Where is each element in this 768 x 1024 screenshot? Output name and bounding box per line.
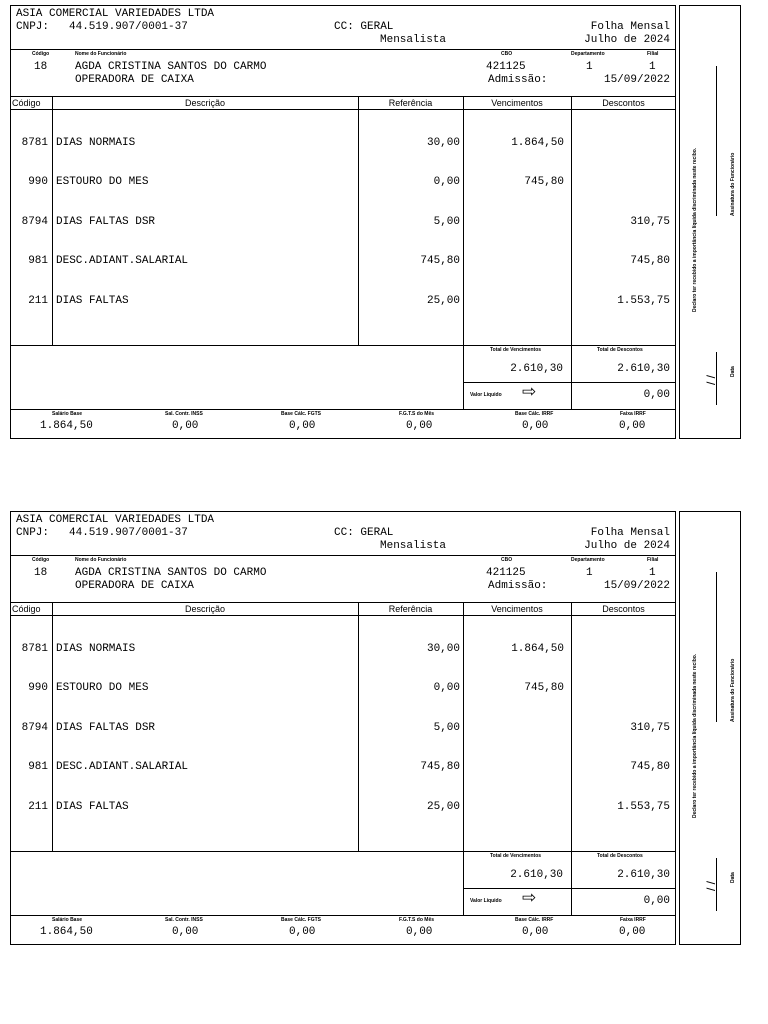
divider	[10, 49, 676, 50]
divider	[10, 602, 676, 603]
cnpj-value: 44.519.907/0001-37	[69, 21, 188, 33]
total-earnings: 2.610,30	[510, 363, 563, 375]
divider	[463, 888, 676, 889]
payment-type: Mensalista	[380, 540, 447, 552]
employee-branch: 1	[649, 567, 656, 579]
employee-cbo: 421125	[486, 567, 526, 579]
row-description: DESC.ADIANT.SALARIAL	[56, 761, 189, 774]
row-reference: 5,00	[433, 721, 460, 734]
row-earning	[465, 295, 564, 308]
row-code: 990	[28, 682, 48, 695]
col-codes	[10, 111, 48, 334]
base-label-salary: Salário Base	[52, 411, 83, 417]
branch-label: Filial	[647, 557, 659, 563]
row-code: 8781	[21, 643, 48, 655]
employee-department: 1	[586, 567, 593, 579]
cbo-label: CBO	[501, 51, 513, 57]
divider	[10, 555, 676, 556]
base-label-fgts: Base Cálc. FGTS	[281, 917, 322, 923]
header-description: Descrição	[184, 604, 225, 614]
base-value-fgts: 0,00	[289, 926, 316, 938]
department-label: Departamento	[571, 51, 605, 57]
cost-center: CC: GERAL	[334, 21, 394, 33]
row-earning: 745,80	[524, 682, 564, 695]
row-description: DIAS NORMAIS	[56, 137, 136, 149]
row-code: 981	[28, 761, 48, 774]
column-divider	[52, 602, 53, 851]
cnpj-value: 44.519.907/0001-37	[69, 527, 188, 539]
row-code: 211	[28, 800, 48, 813]
col-codes	[10, 617, 48, 840]
base-value-fgts-month: 0,00	[406, 420, 433, 432]
header-code: Código	[12, 98, 41, 108]
base-label-fgts: Base Cálc. FGTS	[281, 411, 322, 417]
base-label-irrf-range: Faixa IRRF	[620, 917, 646, 923]
company-name: ASIA COMERCIAL VARIEDADES LTDA	[16, 8, 215, 20]
divider	[10, 345, 676, 346]
row-earning	[465, 255, 564, 268]
divider	[10, 915, 676, 916]
date-mark: / /	[704, 374, 718, 385]
employee-name-label: Nome do Funcionário	[75, 51, 127, 57]
col-deductions	[573, 617, 670, 840]
row-code: 990	[28, 176, 48, 189]
arrow-right-icon: ⇨	[522, 382, 537, 402]
row-reference: 25,00	[426, 800, 460, 813]
employee-code: 18	[34, 61, 48, 73]
period: Julho de 2024	[584, 34, 670, 46]
row-deduction: 310,75	[630, 721, 670, 734]
col-references	[360, 617, 460, 840]
row-earning: 745,80	[524, 176, 564, 189]
base-label-inss: Sal. Contr. INSS	[165, 411, 203, 417]
row-description: DIAS FALTAS DSR	[56, 721, 156, 734]
employee-code-label: Código	[32, 557, 50, 563]
base-value-salary: 1.864,50	[40, 420, 93, 432]
base-value-irrf: 0,00	[522, 926, 549, 938]
row-code: 211	[28, 294, 48, 307]
divider	[10, 109, 676, 110]
total-earnings: 2.610,30	[510, 869, 563, 881]
row-deduction	[573, 137, 670, 150]
sheet-type: Folha Mensal	[590, 527, 670, 539]
base-value-irrf: 0,00	[522, 420, 549, 432]
col-descriptions	[56, 111, 356, 334]
divider	[10, 409, 676, 410]
header-description: Descrição	[184, 98, 225, 108]
receipt-declaration: Declaro ter recebido a importância líquida discriminada neste recibo.	[692, 147, 698, 312]
total-earnings-label: Total de Vencimentos	[490, 347, 542, 353]
signature-label: Assinatura do Funcionário	[730, 152, 736, 216]
row-description: DIAS FALTAS	[56, 294, 129, 307]
base-value-fgts: 0,00	[289, 420, 316, 432]
row-description: DIAS FALTAS DSR	[56, 215, 156, 228]
payslip-copy-1	[0, 0, 768, 440]
base-value-irrf-range: 0,00	[619, 926, 646, 938]
payslip-copy-2	[0, 506, 768, 946]
row-deduction: 745,80	[630, 761, 670, 774]
payment-type: Mensalista	[380, 34, 447, 46]
period: Julho de 2024	[584, 540, 670, 552]
row-deduction	[573, 643, 670, 656]
col-earnings	[465, 111, 564, 334]
row-reference: 30,00	[426, 643, 460, 655]
net-value: 0,00	[643, 389, 670, 401]
row-code: 8794	[21, 215, 48, 228]
employee-name-label: Nome do Funcionário	[75, 557, 127, 563]
admission-label: Admissão:	[488, 580, 548, 592]
row-description: DESC.ADIANT.SALARIAL	[56, 255, 189, 268]
total-deductions: 2.610,30	[617, 869, 670, 881]
row-reference: 0,00	[433, 682, 460, 695]
arrow-right-icon: ⇨	[522, 888, 537, 908]
employee-code-label: Código	[32, 51, 50, 57]
company-name: ASIA COMERCIAL VARIEDADES LTDA	[16, 514, 215, 526]
row-earning	[465, 722, 564, 735]
employee-name: AGDA CRISTINA SANTOS DO CARMO	[75, 61, 267, 73]
cnpj-label: CNPJ:	[16, 21, 50, 33]
admission-label: Admissão:	[488, 74, 548, 86]
header-reference: Referência	[388, 604, 433, 614]
base-label-irrf-range: Faixa IRRF	[620, 411, 646, 417]
row-deduction: 745,80	[630, 255, 670, 268]
cnpj-label: CNPJ:	[16, 527, 50, 539]
employee-role: OPERADORA DE CAIXA	[75, 74, 194, 86]
employee-department: 1	[586, 61, 593, 73]
row-code: 8781	[21, 137, 48, 149]
divider	[463, 382, 676, 383]
date-mark: / /	[704, 880, 718, 891]
row-description: DIAS NORMAIS	[56, 643, 136, 655]
employee-code: 18	[34, 567, 48, 579]
row-earning	[465, 216, 564, 229]
base-label-salary: Salário Base	[52, 917, 83, 923]
employee-branch: 1	[649, 61, 656, 73]
column-divider	[571, 96, 572, 410]
header-deductions: Descontos	[602, 604, 645, 614]
employee-name: AGDA CRISTINA SANTOS DO CARMO	[75, 567, 267, 579]
header-earnings: Vencimentos	[491, 98, 543, 108]
total-deductions: 2.610,30	[617, 363, 670, 375]
row-description: ESTOURO DO MES	[56, 682, 149, 695]
column-divider	[463, 96, 464, 410]
row-reference: 5,00	[433, 215, 460, 228]
department-label: Departamento	[571, 557, 605, 563]
date-label: Data	[730, 872, 736, 883]
column-divider	[358, 96, 359, 345]
col-descriptions	[56, 617, 356, 840]
admission-date: 15/09/2022	[603, 580, 670, 592]
signature-line	[716, 572, 717, 722]
row-earning	[465, 761, 564, 774]
base-value-irrf-range: 0,00	[619, 420, 646, 432]
admission-date: 15/09/2022	[603, 74, 670, 86]
base-value-inss: 0,00	[172, 420, 199, 432]
date-label: Data	[730, 366, 736, 377]
row-earning: 1.864,50	[511, 137, 564, 149]
base-value-inss: 0,00	[172, 926, 199, 938]
header-deductions: Descontos	[602, 98, 645, 108]
base-label-fgts-month: F.G.T.S do Mês	[399, 917, 435, 923]
row-deduction	[573, 682, 670, 695]
row-description: DIAS FALTAS	[56, 800, 129, 813]
cbo-label: CBO	[501, 557, 513, 563]
row-deduction: 1.553,75	[617, 294, 670, 307]
row-description: ESTOURO DO MES	[56, 176, 149, 189]
row-code: 8794	[21, 721, 48, 734]
row-deduction: 310,75	[630, 215, 670, 228]
divider	[10, 96, 676, 97]
col-references	[360, 111, 460, 334]
row-earning	[465, 801, 564, 814]
row-deduction	[573, 176, 670, 189]
total-deductions-label: Total de Descontos	[597, 347, 643, 353]
col-earnings	[465, 617, 564, 840]
column-divider	[571, 602, 572, 916]
base-label-fgts-month: F.G.T.S do Mês	[399, 411, 435, 417]
col-deductions	[573, 111, 670, 334]
employee-role: OPERADORA DE CAIXA	[75, 580, 194, 592]
base-label-inss: Sal. Contr. INSS	[165, 917, 203, 923]
net-value-label: Valor Líquido	[470, 392, 502, 398]
cost-center: CC: GERAL	[334, 527, 394, 539]
row-reference: 25,00	[426, 294, 460, 307]
total-earnings-label: Total de Vencimentos	[490, 853, 542, 859]
employee-cbo: 421125	[486, 61, 526, 73]
divider	[10, 615, 676, 616]
row-reference: 745,80	[420, 255, 460, 268]
signature-line	[716, 66, 717, 216]
net-value-label: Valor Líquido	[470, 898, 502, 904]
row-reference: 30,00	[426, 137, 460, 149]
base-value-fgts-month: 0,00	[406, 926, 433, 938]
receipt-declaration: Declaro ter recebido a importância líquida discriminada neste recibo.	[692, 653, 698, 818]
column-divider	[52, 96, 53, 345]
header-reference: Referência	[388, 98, 433, 108]
total-deductions-label: Total de Descontos	[597, 853, 643, 859]
sheet-type: Folha Mensal	[590, 21, 670, 33]
row-reference: 745,80	[420, 761, 460, 774]
row-deduction: 1.553,75	[617, 800, 670, 813]
row-earning: 1.864,50	[511, 643, 564, 655]
row-code: 981	[28, 255, 48, 268]
signature-label: Assinatura do Funcionário	[730, 658, 736, 722]
branch-label: Filial	[647, 51, 659, 57]
column-divider	[358, 602, 359, 851]
base-label-irrf: Base Cálc. IRRF	[515, 411, 554, 417]
base-label-irrf: Base Cálc. IRRF	[515, 917, 554, 923]
header-code: Código	[12, 604, 41, 614]
base-value-salary: 1.864,50	[40, 926, 93, 938]
header-earnings: Vencimentos	[491, 604, 543, 614]
row-reference: 0,00	[433, 176, 460, 189]
column-divider	[463, 602, 464, 916]
net-value: 0,00	[643, 895, 670, 907]
divider	[10, 851, 676, 852]
